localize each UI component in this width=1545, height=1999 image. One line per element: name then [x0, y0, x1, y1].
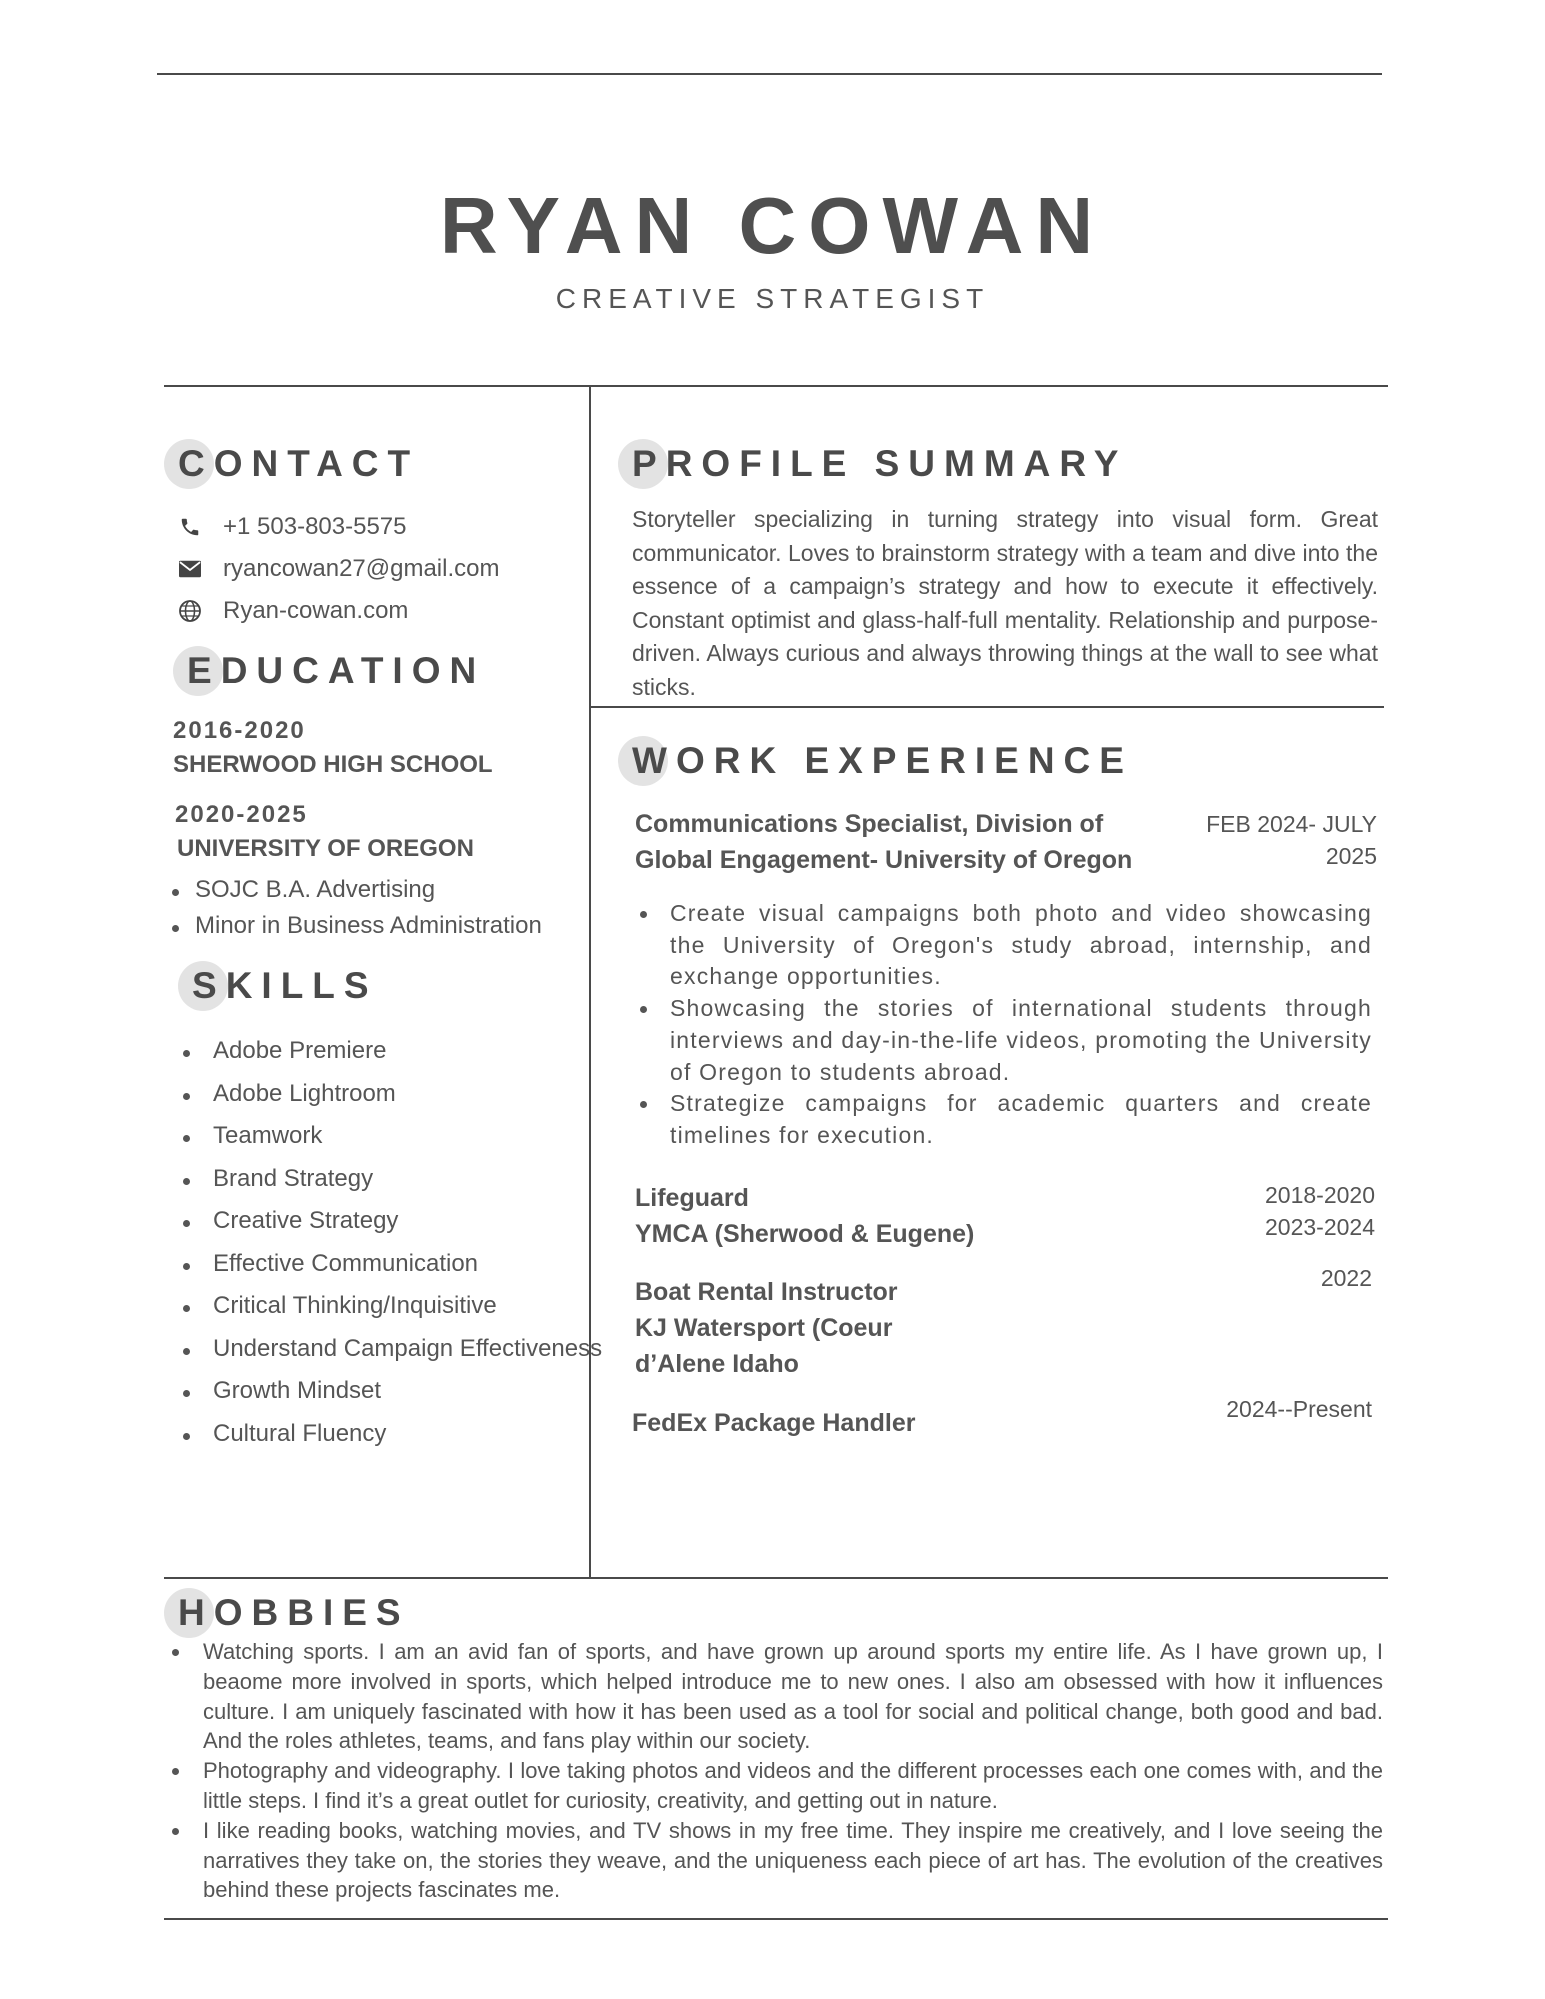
education-details [172, 876, 542, 948]
profile-divider [590, 706, 1384, 708]
mail-icon [175, 554, 205, 584]
skills-heading: SKILLS [192, 965, 378, 1007]
profile-heading: PROFILE SUMMARY [632, 443, 1127, 485]
list-item: Brand Strategy [183, 1165, 602, 1208]
job-date: FEB 2024- JULY 2025 [1206, 811, 1377, 869]
job-date: 2024--Present [1226, 1396, 1372, 1422]
education-heading: EDUCATION [187, 650, 485, 692]
list-item: SOJC B.A. Advertising [172, 876, 542, 912]
hobbies-heading: HOBBIES [178, 1592, 410, 1634]
header-divider [164, 385, 1388, 387]
list-item: Strategize campaigns for academic quarters and create timelines for execution. [634, 1088, 1372, 1151]
job-title: Lifeguard YMCA (Sherwood & Eugene) [635, 1184, 975, 1248]
job-bullets [634, 898, 1372, 1152]
job-title: Communications Specialist, Division of Global Engagement- University of Oregon [635, 810, 1133, 874]
list-item: Minor in Business Administration [172, 912, 542, 948]
contact-phone[interactable] [175, 512, 407, 542]
list-item: Growth Mindset [183, 1377, 602, 1420]
work-heading: WORK EXPERIENCE [632, 740, 1133, 782]
top-rule [157, 73, 1382, 75]
education-years-2: 2020-2025 [175, 801, 308, 828]
list-item: Showcasing the stories of international students through interviews and day-in-the-life videos, promoting the University of Oregon to students abroad. [634, 993, 1372, 1088]
education-school-2: UNIVERSITY OF OREGON [177, 835, 474, 862]
skills-list [183, 1037, 602, 1462]
job-date: 2018-2020 2023-2024 [1265, 1182, 1375, 1240]
phone-text: +1 503-803-5575 [223, 513, 407, 540]
hobbies-list [163, 1637, 1383, 1905]
website-text: Ryan-cowan.com [223, 597, 409, 624]
job-date: 2022 [1320, 1265, 1372, 1291]
bottom-rule [164, 1918, 1388, 1920]
list-item: Adobe Lightroom [183, 1080, 602, 1123]
candidate-name: RYAN COWAN [439, 181, 1106, 270]
phone-icon [175, 512, 205, 542]
job-title: FedEx Package Handler [632, 1409, 916, 1437]
contact-website[interactable] [175, 596, 408, 626]
email-text: ryancowan27@gmail.com [223, 555, 500, 582]
candidate-role: CREATIVE STRATEGIST [555, 283, 990, 314]
list-item: Photography and videography. I love taking photos and videos and the different processes each one comes with, and the little steps. I find it’s a great outlet for curiosity, creativity, and getting out in nature. [163, 1756, 1383, 1816]
education-years-1: 2016-2020 [173, 717, 306, 744]
list-item: Effective Communication [183, 1250, 602, 1293]
list-item: Teamwork [183, 1122, 602, 1165]
list-item: Cultural Fluency [183, 1420, 602, 1463]
list-item: Create visual campaigns both photo and video showcasing the University of Oregon's study abroad, internship, and exchange opportunities. [634, 898, 1372, 993]
globe-icon [175, 596, 205, 626]
list-item: I like reading books, watching movies, and TV shows in my free time. They inspire me creatively, and I love seeing the narratives they take on, the stories they weave, and the uniqueness each piece of art has. The evolution of the creatives behind these projects fascinates me. [163, 1816, 1383, 1905]
education-school-1: SHERWOOD HIGH SCHOOL [173, 751, 493, 778]
job-title: Boat Rental Instructor KJ Watersport (Coeur d’Alene Idaho [635, 1278, 898, 1378]
hobbies-divider [164, 1577, 1388, 1579]
list-item: Understand Campaign Effectiveness [183, 1335, 602, 1378]
contact-heading: CONTACT [178, 443, 419, 485]
contact-email[interactable] [175, 554, 499, 584]
list-item: Adobe Premiere [183, 1037, 602, 1080]
list-item: Critical Thinking/Inquisitive [183, 1292, 602, 1335]
list-item: Creative Strategy [183, 1207, 602, 1250]
profile-summary-text: Storyteller specializing in turning strategy into visual form. Great communicator. Loves to brainstorm strategy with a team and dive into the essence of a campaign’s strategy and how to execute it effectively. Constant optimist and glass-half-full mentality. Relationship and purpose-driven. Always curious and always throwing things at the wall to see what sticks. [632, 506, 1378, 700]
list-item: Watching sports. I am an avid fan of sports, and have grown up around sports my entire life. As I have grown up, I beaome more involved in sports, which helped introduce me to new ones. I also am obsessed with how it influences culture. I am uniquely fascinated with how it has been used as a tool for social and political change, both good and bad. And the roles athletes, teams, and fans play within our society. [163, 1637, 1383, 1756]
